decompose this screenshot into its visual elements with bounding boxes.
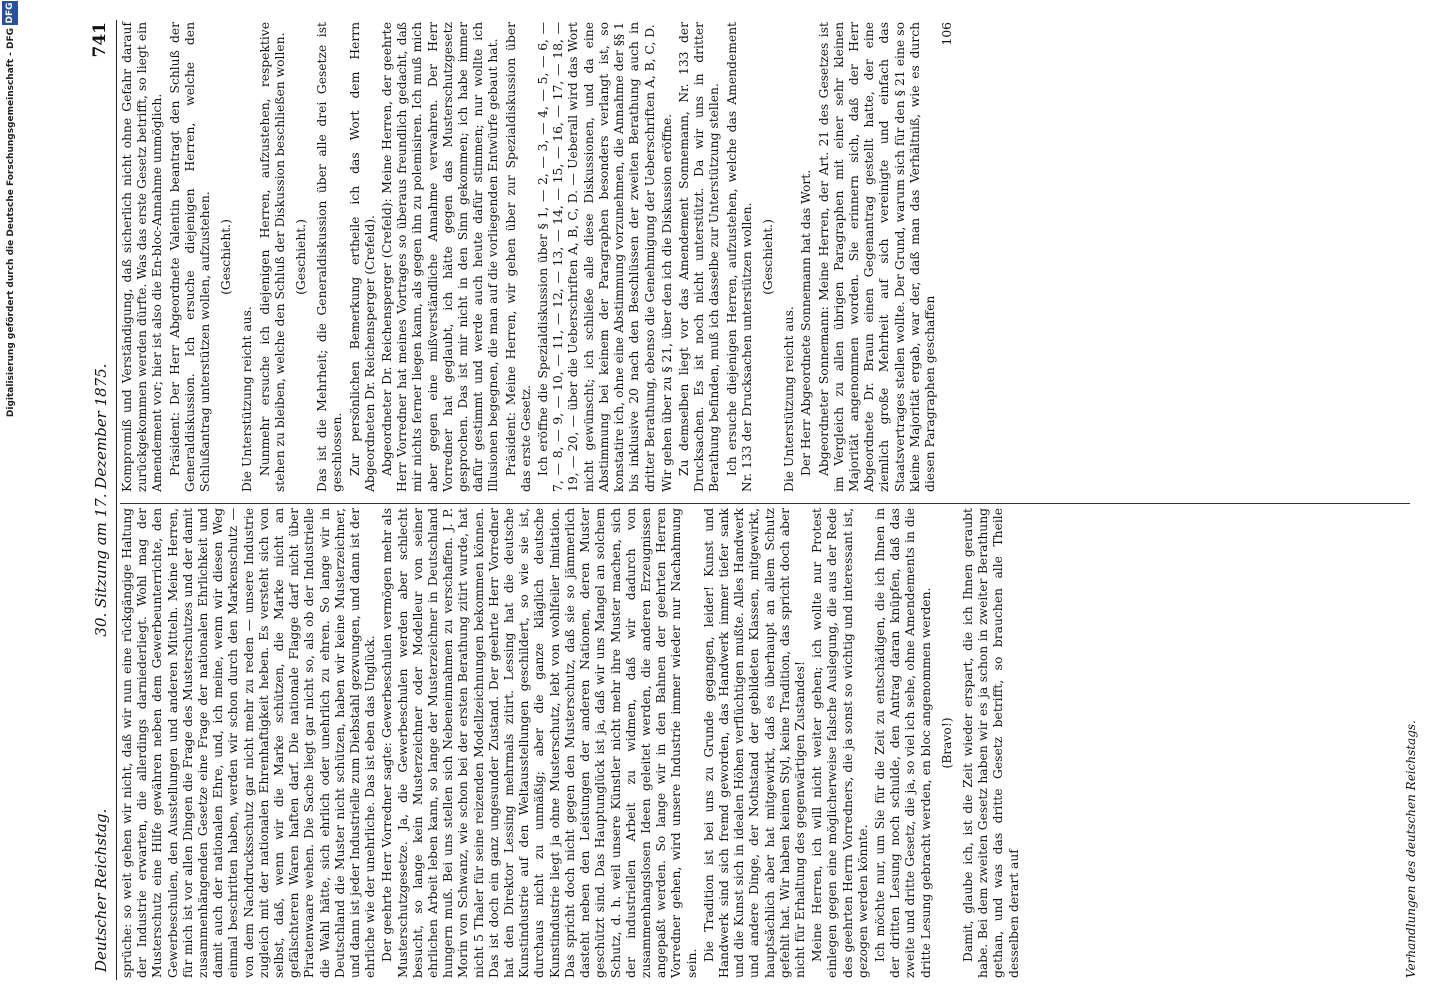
- paragraph: Ich ersuche diejenigen Herren, aufzustehen, welche das Amendement Nr. 133 der Drucksachen unterstützen wollen.: [724, 22, 754, 492]
- paragraph: Das ist die Mehrheit; die Generaldiskussion über alle drei Gesetze ist geschlossen.: [315, 22, 345, 492]
- paragraph: Die Tradition ist bei uns zu Grunde gegangen, leider! Kunst und Handwerk sind sich fremd geworden, das Handwerk immer tiefer sank und die Kunst sich in idealen Höhen verflüchtigen mußte. Alles Handwerk und andere Dinge, der Nothstand der gebildeten Klassen, mitgewirkt, hauptsächlich aber hat mitgewirkt, daß es überhaupt an allem Schutz gefehlt hat. Wir haben keinen Styl, keine Tradition, das spricht doch aber nicht für Erhaltung des gegenwärtigen Zustandes!: [701, 508, 807, 978]
- paragraph: Präsident: Der Herr Abgeordnete Valentin beantragt den Schluß der Generaldiskussion. Ich ersuche diejenigen Herren, welche den Schlußantrag unterstützen wollen, aufzustehen.: [167, 22, 213, 492]
- paragraph: Wir gehen über zu § 21, über den ich die Diskussion eröffne.: [659, 113, 674, 492]
- paragraph: Ich möchte nur, um Sie für die Zeit zu entschädigen, die ich Ihnen in der dritten Lesung noch schulde, den Antrag daran knüpfen, daß das zweite und dritte Gesetz, die ja, so viel ich sehe, ohne Amendements in die dritte Lesung gebracht werden, en bloc angenommen werden.: [872, 508, 933, 978]
- paragraph: Die Unterstützung reicht aus.: [782, 306, 797, 492]
- paragraph: Kompromiß und Verständigung, daß sicherlich nicht ohne Gefahr darauf zurückgekommen werden dürfte. Was das erste Gesetz betrifft, so liegt ein Amendement vor; hier ist also die En-bloc-Annahme unmöglich.: [120, 22, 165, 492]
- right-column: [120, 22, 1420, 492]
- stage-direction: (Geschieht.): [294, 219, 309, 295]
- paragraph: Ich eröffne die Spezialdiskussion über § 1, — 2, — 3, — 4, — 5, — 6, — 7, — 8, — 9, — 10, — 11, — 12, — 13, — 14, — 15, — 16, — 17, — 18, — 19, — 20, — über die Ueberschriften A, B, C, D. — Ueberall wird das Wort nicht gewünscht; ich schließe alle diese Diskussionen, und da eine Abstimmung bei keinem der Paragraphen besonders verlangt ist, so konstatire ich, ohne eine Abstimmung vorzunehmen, die Annahme der §§ 1 bis inklusive 20 nach den Beschlüssen der zweiten Berathung auch in dritter Berathung, ebenso die Genehmigung der Ueberschriften A, B, C, D.: [536, 22, 657, 492]
- stage-direction: (Geschieht.): [219, 219, 234, 295]
- left-column: [120, 508, 1420, 978]
- paragraph: Damit, glaube ich, ist die Zeit wieder erspart, die ich Ihnen geraubt habe. Bei dem zweiten Gesetz haben wir es ja schon in zweiter Berathung gethan, und was das dritte Gesetz betrifft, so brauchen alle Theile desselben derart auf: [960, 508, 1021, 978]
- header-session: 30. Sitzung am 17. Dezember 1875.: [92, 363, 110, 637]
- column-divider: [120, 503, 1410, 504]
- header-publication: Deutscher Reichstag.: [92, 808, 110, 972]
- paragraph: Nunmehr ersuche ich diejenigen Herren, aufzustehen, respektive stehen zu bleiben, welche den Schluß der Diskussion beschließen wollen.: [257, 22, 287, 492]
- page-number: 741: [90, 22, 110, 58]
- paragraph: Der geehrte Herr Vorredner sagte: Gewerbeschulen vermögen mehr als Musterschutzgesetze. Ja, die Gewerbeschulen werden aber schlecht besucht, so lange kein Musterzeichner oder Modelleur von seiner ehrlichen Arbeit leben kann, so lange der Musterzeichner in Deutschland hungern muß. Bei uns stellen sich Nebeneinnahmen zu verschaffen. J. P. Morin von Schwanz, wie schon bei der ersten Berathung zitirt wurde, hat nicht 5 Thaler für seine reizenden Modellzeichnungen bekommen können. Das ist doch ein ganz ungesunder Zustand. Der geehrte Herr Vorredner hat den Direktor Lessing mehrmals zitirt. Lessing hat die deutsche Kunstindustrie auf den Weltausstellungen geschildert, so wie sie ist, durchaus nicht zu unmäßig; aber die ganze kläglich deutsche Kunstindustrie liegt ja ohne Musterschutz, lebt von wohlfeiler Imitation. Das spricht doch nicht gegen den Musterschutz, daß sie so jämmerlich dasteht neben den Leistungen der anderen Nationen, deren Muster geschützt sind. Das Hauptunglück ist ja, daß wir uns Mangel an solchem Schutz, d. h. weil unsere Künstler nicht mehr ihre Muster machen, sich der industriellen Arbeit zu widmen, daß wir dadurch von zusammenhangslosen Ideen geleitet werden, die anderen Erzeugnissen angepaßt werden. So lange wir in den Bahnen der geehrten Herren Vorredner gehen, wird unsere Industrie immer wieder nur Nachahmung sein.: [380, 508, 699, 978]
- paragraph: Meine Herren, ich will nicht weiter gehen; ich wollte nur Protest einlegen gegen eine möglicherweise falsche Auslegung, die aus der Rede des geehrten Herrn Vorredners, die ja sonst so wichtig und interessant ist, gezogen werden könnte.: [810, 508, 870, 978]
- paragraph: Zur persönlichen Bemerkung ertheile ich das Wort dem Herrn Abgeordneten Dr. Reichensperger (Crefeld).: [347, 22, 377, 492]
- credit-strip: [0, 0, 24, 1000]
- paragraph: Zu demselben liegt vor das Amendement Sonnemann, Nr. 133 der Drucksachen. Es ist noch nicht unterstützt. Da wir uns in dritter Berathung befinden, muß ich dasselbe zur Unterstützung stellen.: [676, 22, 722, 492]
- page-footer: Verhandlungen des deutschen Reichstags.: [1404, 720, 1418, 978]
- paragraph: Die Unterstützung reicht aus.: [240, 306, 255, 492]
- paragraph: Präsident: Meine Herren, wir gehen über zur Spezialdiskussion über das erste Gesetz.: [503, 22, 533, 492]
- paragraph: Der Herr Abgeordnete Sonnemann hat das Wort.: [799, 169, 814, 476]
- running-header: [86, 20, 117, 980]
- stage-direction: (Geschieht.): [760, 219, 775, 295]
- paragraph: Abgeordneter Dr. Reichensperger (Crefeld): Meine Herren, der geehrte Herr Vorredner hat meines Vortrages so überaus freundlich gedacht, daß mir nichts ferner liegen kann, als gegen ihn zu polemisiren. Ich muß mich aber gegen eine mißverständliche Annahme verwahren. Der Herr Vorredner hat geglaubt, ich hätte gegen das Musterschutzgesetz gesprochen. Das ist mir nicht in den Sinn gekommen; ich habe immer dafür gestimmt und werde auch heute dafür stimmen; nur wollte ich Illusionen begegnen, die man auf die vorliegenden Entwürfe gebaut hat.: [380, 22, 501, 492]
- signature-mark: 106: [940, 22, 955, 46]
- dfg-logo: DFG: [2, 1, 18, 25]
- paragraph: sprüche: so weit gehen wir nicht, daß wir nun eine rückgängige Haltung der Industrie erwarten, die allerdings darniederliegt. Wohl mag der Musterschutz eine Hilfe gewähren neben dem Gewerbeunterrichte, den Gewerbeschulen, den Ausstellungen und anderen Mitteln. Meine Herren, für mich ist vor allen Dingen die Frage des Musterschutzes und der damit zusammenhängenden Gesetze eine Frage der nationalen Ehrlichkeit und damit auch der nationalen Ehre, und, ich meine, wenn wir diesen Weg einmal beschritten haben, werden wir schon durch den Markenschutz — von dem Nachdrucksschutz gar nicht mehr zu reden — unsere Industrie zugleich mit der nationalen Ehrenhaftigkeit heben. Es versteht sich von selbst, daß, wenn wir die Marke schützen, die Marke nicht an gefälschteren Waren haften darf. Die nationale Flagge darf nicht über Piratenwaare wehen. Die Sache liegt gar nicht so, als ob der Industrielle die Wahl hätte, sich ehrlich oder unehrlich zu ehren. So lange wir in Deutschland die Muster nicht schützen, haben wir keine Musterzeichner, und dann ist jeder Industrielle zum Diebstahl gezwungen, und dann ist der ehrliche wie der unehrliche. Das ist eben das Unglück.: [120, 508, 378, 978]
- paragraph: Abgeordneter Sonnemann: Meine Herren, der Art. 21 des Gesetzes ist im Vergleich zu allen übrigen Paragraphen mit einer sehr kleinen Majorität angenommen worden. Sie erinnern sich, daß der Herr Abgeordnete Dr. Braun einen Gegenantrag gestellt hatte, der eine ziemlich große Mehrheit auf sich vereinigte und einfach das Staatsvertrages stellen wollte. Der Grund, warum sich für den § 21 eine so kleine Majorität ergab, war der, daß man das Verhältniß, wie es durch diesen Paragraphen geschaffen: [816, 22, 937, 492]
- stage-direction: (Bravo!): [939, 717, 954, 769]
- digitization-credit: Digitalisierung gefördert durch die Deutsche Forschungsgemeinschaft - DFG: [6, 28, 16, 418]
